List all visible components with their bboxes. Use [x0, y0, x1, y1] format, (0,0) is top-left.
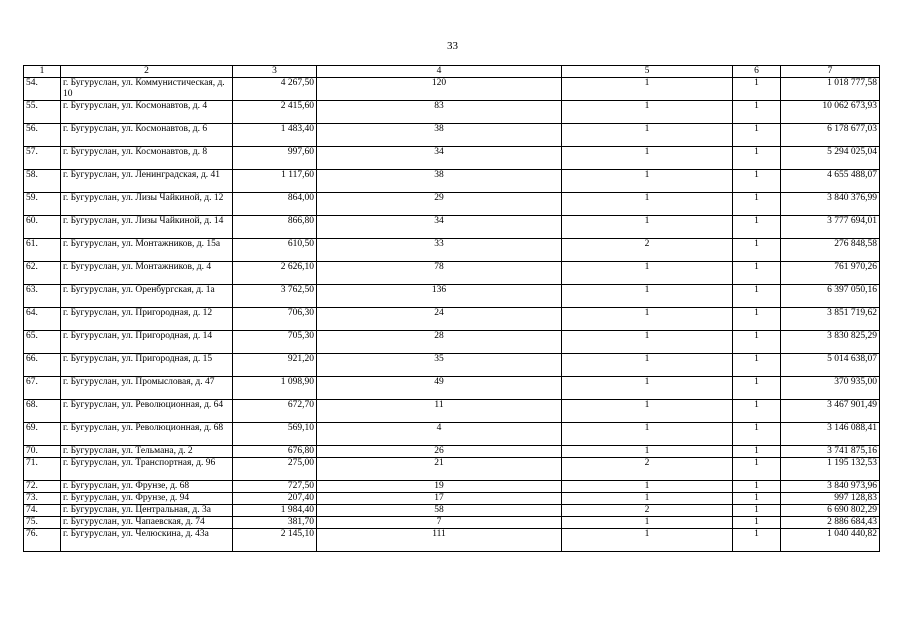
table-row [24, 529, 880, 552]
col6-cell: 1 [733, 529, 781, 552]
area-cell: 672,70 [233, 400, 317, 423]
area-cell: 1 098,90 [233, 377, 317, 400]
area-cell: 1 483,40 [233, 124, 317, 147]
address-cell: г. Бугуруслан, ул. Пригородная, д. 12 [61, 308, 233, 331]
amount-cell: 6 690 802,29 [781, 505, 880, 517]
col6-cell: 1 [733, 285, 781, 308]
row-number: 72. [24, 481, 61, 493]
area-cell: 2 415,60 [233, 101, 317, 124]
area-cell: 1 984,40 [233, 505, 317, 517]
area-cell: 727,50 [233, 481, 317, 493]
count-cell: 7 [317, 517, 562, 529]
area-cell: 2 145,10 [233, 529, 317, 552]
col5-cell: 1 [562, 124, 733, 147]
count-cell: 11 [317, 400, 562, 423]
amount-cell: 5 014 638,07 [781, 354, 880, 377]
count-cell: 34 [317, 216, 562, 239]
col6-cell: 1 [733, 331, 781, 354]
row-number: 69. [24, 423, 61, 446]
table-row [24, 124, 880, 147]
row-number: 59. [24, 193, 61, 216]
address-cell: г. Бугуруслан, ул. Тельмана, д. 2 [61, 446, 233, 458]
area-cell: 610,50 [233, 239, 317, 262]
area-cell: 381,70 [233, 517, 317, 529]
col5-cell: 1 [562, 308, 733, 331]
col6-cell: 1 [733, 446, 781, 458]
area-cell: 997,60 [233, 147, 317, 170]
address-cell: г. Бугуруслан, ул. Монтажников, д. 4 [61, 262, 233, 285]
table-row [24, 517, 880, 529]
row-number: 75. [24, 517, 61, 529]
amount-cell: 3 840 376,99 [781, 193, 880, 216]
row-number: 73. [24, 493, 61, 505]
col5-cell: 2 [562, 458, 733, 481]
area-cell: 3 762,50 [233, 285, 317, 308]
address-cell: г. Бугуруслан, ул. Фрунзе, д. 94 [61, 493, 233, 505]
address-cell: г. Бугуруслан, ул. Космонавтов, д. 6 [61, 124, 233, 147]
column-header: 6 [733, 66, 781, 78]
address-cell: г. Бугуруслан, ул. Революционная, д. 68 [61, 423, 233, 446]
address-cell: г. Бугуруслан, ул. Промысловая, д. 47 [61, 377, 233, 400]
row-number: 66. [24, 354, 61, 377]
row-number: 54. [24, 78, 61, 101]
address-cell: г. Бугуруслан, ул. Революционная, д. 64 [61, 400, 233, 423]
address-cell: г. Бугуруслан, ул. Лизы Чайкиной, д. 12 [61, 193, 233, 216]
row-number: 74. [24, 505, 61, 517]
table-row [24, 458, 880, 481]
header-row [24, 66, 880, 78]
col6-cell: 1 [733, 239, 781, 262]
amount-cell: 3 830 825,29 [781, 331, 880, 354]
col5-cell: 1 [562, 193, 733, 216]
address-cell: г. Бугуруслан, ул. Центральная, д. 3а [61, 505, 233, 517]
col6-cell: 1 [733, 505, 781, 517]
amount-cell: 6 397 050,16 [781, 285, 880, 308]
col6-cell: 1 [733, 193, 781, 216]
count-cell: 49 [317, 377, 562, 400]
column-header: 5 [562, 66, 733, 78]
column-header: 3 [233, 66, 317, 78]
area-cell: 2 626,10 [233, 262, 317, 285]
area-cell: 676,80 [233, 446, 317, 458]
amount-cell: 997 128,83 [781, 493, 880, 505]
col5-cell: 1 [562, 446, 733, 458]
column-header: 4 [317, 66, 562, 78]
address-cell: г. Бугуруслан, ул. Пригородная, д. 15 [61, 354, 233, 377]
amount-cell: 276 848,58 [781, 239, 880, 262]
count-cell: 21 [317, 458, 562, 481]
col6-cell: 1 [733, 170, 781, 193]
row-number: 58. [24, 170, 61, 193]
table-row [24, 78, 880, 101]
address-cell: г. Бугуруслан, ул. Оренбургская, д. 1а [61, 285, 233, 308]
amount-cell: 3 777 694,01 [781, 216, 880, 239]
col5-cell: 1 [562, 377, 733, 400]
amount-cell: 1 018 777,58 [781, 78, 880, 101]
count-cell: 4 [317, 423, 562, 446]
col5-cell: 1 [562, 400, 733, 423]
count-cell: 58 [317, 505, 562, 517]
address-cell: г. Бугуруслан, ул. Коммунистическая, д. 10 [61, 78, 233, 101]
row-number: 60. [24, 216, 61, 239]
table-row [24, 216, 880, 239]
address-cell: г. Бугуруслан, ул. Челюскина, д. 43а [61, 529, 233, 552]
col5-cell: 1 [562, 101, 733, 124]
count-cell: 34 [317, 147, 562, 170]
amount-cell: 3 851 719,62 [781, 308, 880, 331]
table-row [24, 423, 880, 446]
row-number: 55. [24, 101, 61, 124]
amount-cell: 1 195 132,53 [781, 458, 880, 481]
col6-cell: 1 [733, 493, 781, 505]
col6-cell: 1 [733, 400, 781, 423]
area-cell: 1 117,60 [233, 170, 317, 193]
count-cell: 29 [317, 193, 562, 216]
col5-cell: 1 [562, 78, 733, 101]
row-number: 68. [24, 400, 61, 423]
row-number: 63. [24, 285, 61, 308]
address-cell: г. Бугуруслан, ул. Космонавтов, д. 4 [61, 101, 233, 124]
col6-cell: 1 [733, 308, 781, 331]
amount-cell: 370 935,00 [781, 377, 880, 400]
col5-cell: 2 [562, 505, 733, 517]
table-row [24, 377, 880, 400]
col5-cell: 1 [562, 147, 733, 170]
amount-cell: 761 970,26 [781, 262, 880, 285]
amount-cell: 2 886 684,43 [781, 517, 880, 529]
col6-cell: 1 [733, 423, 781, 446]
col6-cell: 1 [733, 481, 781, 493]
col5-cell: 1 [562, 285, 733, 308]
col5-cell: 1 [562, 423, 733, 446]
table-row [24, 354, 880, 377]
col6-cell: 1 [733, 147, 781, 170]
table-row [24, 101, 880, 124]
row-number: 67. [24, 377, 61, 400]
area-cell: 705,30 [233, 331, 317, 354]
address-cell: г. Бугуруслан, ул. Фрунзе, д. 68 [61, 481, 233, 493]
amount-cell: 3 467 901,49 [781, 400, 880, 423]
col5-cell: 1 [562, 517, 733, 529]
table-row [24, 505, 880, 517]
col5-cell: 1 [562, 262, 733, 285]
col5-cell: 1 [562, 331, 733, 354]
area-cell: 275,00 [233, 458, 317, 481]
count-cell: 111 [317, 529, 562, 552]
count-cell: 83 [317, 101, 562, 124]
col5-cell: 1 [562, 216, 733, 239]
table-row [24, 147, 880, 170]
row-number: 71. [24, 458, 61, 481]
address-cell: г. Бугуруслан, ул. Чапаевская, д. 74 [61, 517, 233, 529]
table-row [24, 481, 880, 493]
col6-cell: 1 [733, 517, 781, 529]
row-number: 61. [24, 239, 61, 262]
address-cell: г. Бугуруслан, ул. Ленинградская, д. 41 [61, 170, 233, 193]
count-cell: 35 [317, 354, 562, 377]
table-row [24, 308, 880, 331]
address-cell: г. Бугуруслан, ул. Пригородная, д. 14 [61, 331, 233, 354]
col6-cell: 1 [733, 262, 781, 285]
col6-cell: 1 [733, 216, 781, 239]
count-cell: 38 [317, 170, 562, 193]
registry-table [23, 65, 880, 552]
table-row [24, 331, 880, 354]
table-row [24, 493, 880, 505]
col6-cell: 1 [733, 78, 781, 101]
count-cell: 24 [317, 308, 562, 331]
col5-cell: 1 [562, 529, 733, 552]
row-number: 56. [24, 124, 61, 147]
amount-cell: 10 062 673,93 [781, 101, 880, 124]
row-number: 64. [24, 308, 61, 331]
column-header: 7 [781, 66, 880, 78]
count-cell: 78 [317, 262, 562, 285]
column-header: 2 [61, 66, 233, 78]
amount-cell: 3 741 875,16 [781, 446, 880, 458]
area-cell: 706,30 [233, 308, 317, 331]
area-cell: 4 267,50 [233, 78, 317, 101]
area-cell: 866,80 [233, 216, 317, 239]
address-cell: г. Бугуруслан, ул. Транспортная, д. 96 [61, 458, 233, 481]
area-cell: 921,20 [233, 354, 317, 377]
table-row [24, 262, 880, 285]
table-row [24, 239, 880, 262]
area-cell: 207,40 [233, 493, 317, 505]
table-row [24, 193, 880, 216]
amount-cell: 6 178 677,03 [781, 124, 880, 147]
count-cell: 120 [317, 78, 562, 101]
count-cell: 38 [317, 124, 562, 147]
col6-cell: 1 [733, 458, 781, 481]
amount-cell: 3 840 973,96 [781, 481, 880, 493]
row-number: 57. [24, 147, 61, 170]
table-row [24, 285, 880, 308]
amount-cell: 1 040 440,82 [781, 529, 880, 552]
area-cell: 569,10 [233, 423, 317, 446]
table-row [24, 446, 880, 458]
count-cell: 28 [317, 331, 562, 354]
amount-cell: 4 655 488,07 [781, 170, 880, 193]
col5-cell: 1 [562, 170, 733, 193]
count-cell: 26 [317, 446, 562, 458]
count-cell: 33 [317, 239, 562, 262]
area-cell: 864,00 [233, 193, 317, 216]
col6-cell: 1 [733, 354, 781, 377]
count-cell: 17 [317, 493, 562, 505]
address-cell: г. Бугуруслан, ул. Монтажников, д. 15а [61, 239, 233, 262]
col5-cell: 1 [562, 481, 733, 493]
table-row [24, 400, 880, 423]
col5-cell: 1 [562, 354, 733, 377]
count-cell: 136 [317, 285, 562, 308]
table-row [24, 170, 880, 193]
address-cell: г. Бугуруслан, ул. Космонавтов, д. 8 [61, 147, 233, 170]
column-header: 1 [24, 66, 61, 78]
col6-cell: 1 [733, 124, 781, 147]
address-cell: г. Бугуруслан, ул. Лизы Чайкиной, д. 14 [61, 216, 233, 239]
col6-cell: 1 [733, 101, 781, 124]
amount-cell: 5 294 025,04 [781, 147, 880, 170]
row-number: 62. [24, 262, 61, 285]
row-number: 65. [24, 331, 61, 354]
count-cell: 19 [317, 481, 562, 493]
page-number: 33 [447, 40, 458, 52]
col6-cell: 1 [733, 377, 781, 400]
row-number: 70. [24, 446, 61, 458]
col5-cell: 2 [562, 239, 733, 262]
col5-cell: 1 [562, 493, 733, 505]
amount-cell: 3 146 088,41 [781, 423, 880, 446]
row-number: 76. [24, 529, 61, 552]
